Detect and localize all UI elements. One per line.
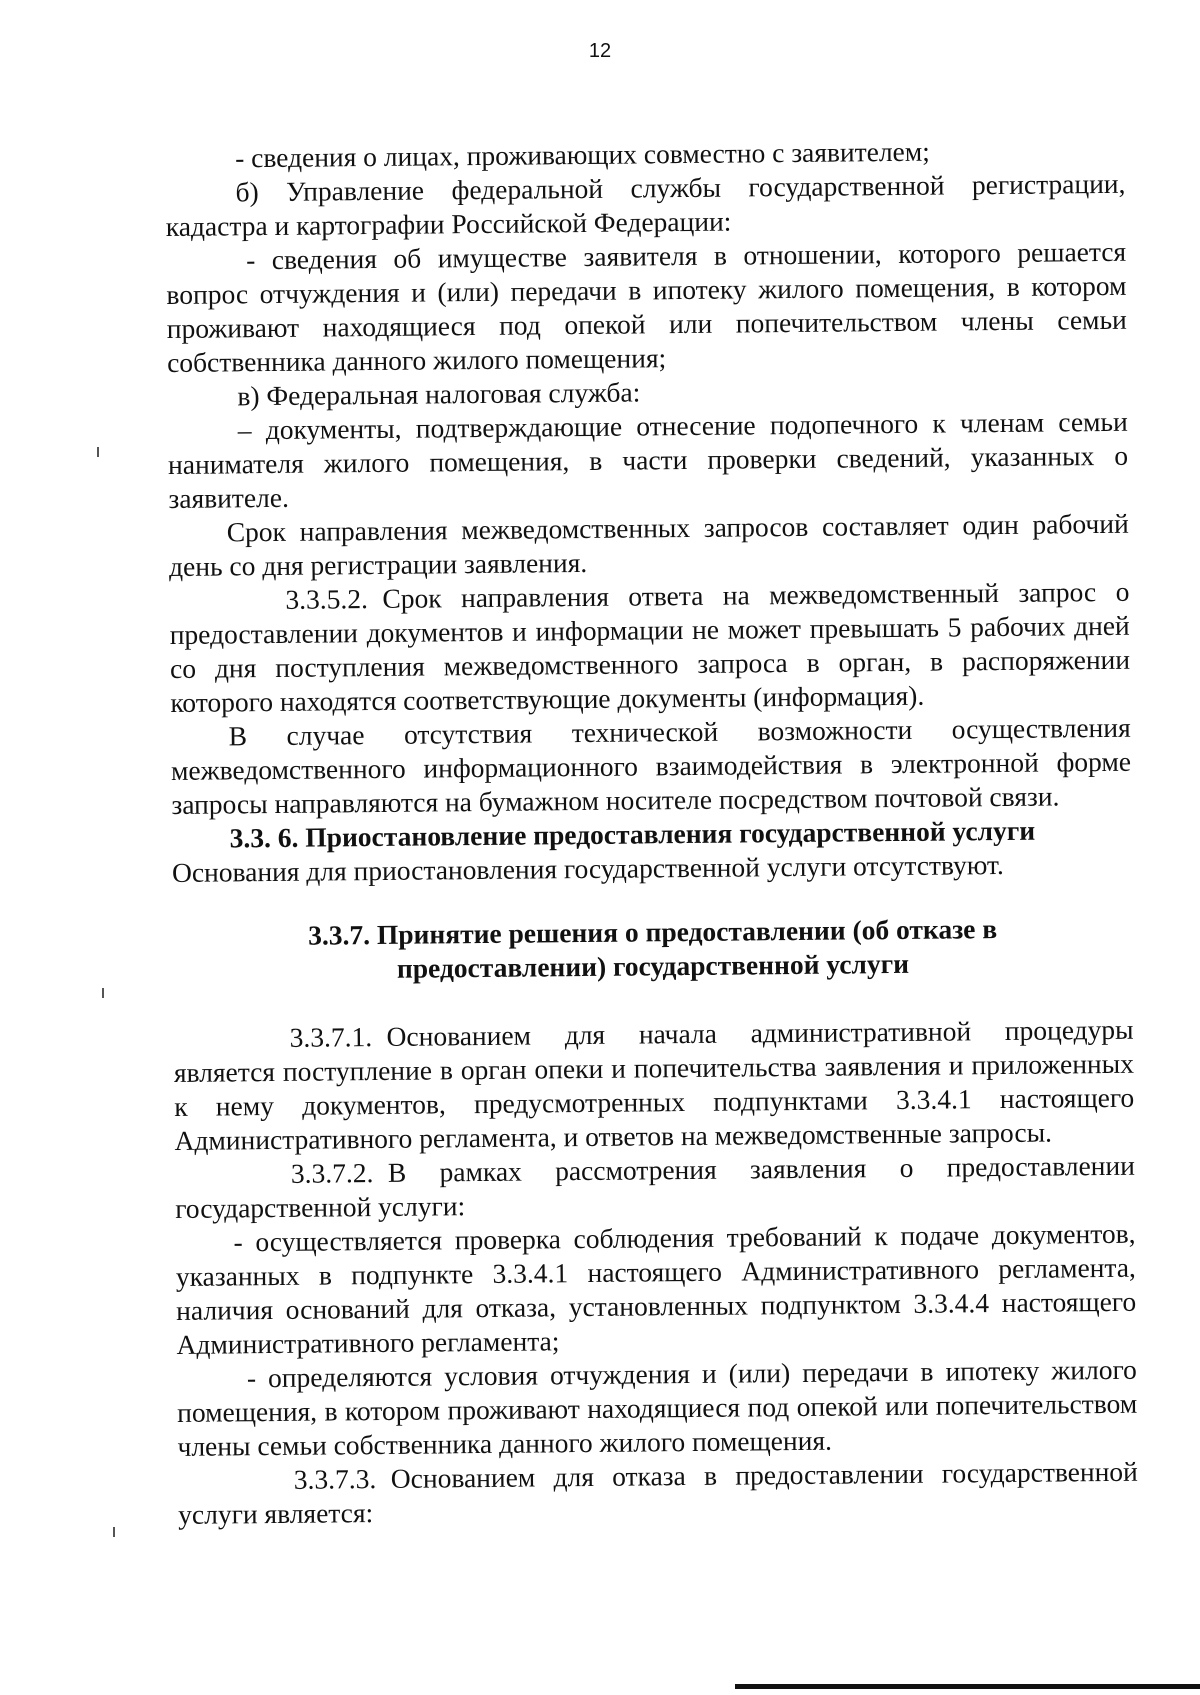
scan-speck (113, 1527, 115, 1537)
item-3-3-7-2 (175, 1149, 1136, 1226)
paragraph-family-documents: – документы, подтверждающие отнесение подопечного к членам семьи нанимателя жилого помещения, в части проверки сведений, указанных о заявителе. (167, 405, 1129, 514)
bullet-alienation-conditions: - определяются условия отчуждения и (или) передачи в ипотеку жилого помещения, в котором проживают находящиеся под опекой или попечительством члены семьи собственника данного жилого помещения. (177, 1353, 1138, 1462)
item-number: 3.3.5.2. (285, 583, 369, 615)
paragraph-request-deadline: Срок направления межведомственных запросов составляет один рабочий день со дня регистрации заявления. (168, 507, 1129, 582)
scan-speck (97, 447, 99, 457)
item-number: 3.3.7.3. (293, 1463, 377, 1495)
item-text: Основанием для отказа в предоставлении государственной услуги является: (178, 1455, 1138, 1530)
scan-speck (102, 988, 104, 998)
paragraph-cohabitants: - сведения о лицах, проживающих совместно с заявителем; (235, 135, 930, 174)
paragraph-paper-requests: В случае отсутствия технической возможности осуществления межведомственного информационного взаимодействия в электронной форме запросы направляются на бумажном носителе посредством почтовой связи. (170, 711, 1132, 820)
document-body (165, 133, 1138, 1532)
item-3-3-7-3 (178, 1455, 1139, 1532)
item-3-3-7-1 (173, 1013, 1134, 1158)
heading-line-2: предоставлении) государственной услуги (396, 947, 910, 984)
paragraph-rosreestr: б) Управление федеральной службы государственной регистрации, кадастра и картографии Российской Федерации: (165, 167, 1126, 242)
paragraph-tax-service: в) Федеральная налоговая служба: (237, 376, 641, 412)
item-text: В рамках рассмотрения заявления о предоставлении государственной услуги: (175, 1149, 1136, 1224)
item-text: Срок направления ответа на межведомственный запрос о предоставлении документов и информации не может превышать 5 рабочих дней со дня поступления межведомственного запроса в орган, в распоряжении которого находятся соответствующие документы (информация). (169, 575, 1131, 718)
section-heading-3-3-6: 3.3. 6. Приостановление предоставления государственной услуги (229, 814, 1036, 854)
heading-line-1: 3.3.7. Принятие решения о предоставлении (об отказе в (307, 913, 998, 951)
bullet-document-check: - осуществляется проверка соблюдения требований к подаче документов, указанных в подпункте 3.3.4.1 настоящего Административного регламента, наличия оснований для отказа, установленных подпунктом 3.3.4.4 настоящего Административного регламента; (175, 1217, 1137, 1360)
section-heading-3-3-7 (172, 911, 1133, 988)
item-number: 3.3.7.1. (289, 1021, 373, 1053)
item-3-3-5-2 (169, 575, 1130, 720)
page-number: 12 (588, 40, 612, 62)
item-number: 3.3.7.2. (290, 1157, 374, 1189)
scan-edge-line (735, 1684, 1200, 1689)
paragraph-property-info: - сведения об имуществе заявителя в отношении, которого решается вопрос отчуждения и (или) передачи в ипотеку жилого помещения, в котором проживают находящиеся под опекой или попечительством члены семьи собственника данного жилого помещения; (166, 235, 1127, 378)
paragraph-no-suspension: Основания для приостановления государственной услуги отсутствуют. (171, 848, 1004, 888)
item-text: Основанием для начала административной процедуры является поступление в орган опеки и попечительства заявления и приложенных к нему документов, предусмотренных подпунктами 3.3.4.1 настоящего Административного регламента, и ответов на межведомственные запросы. (173, 1013, 1135, 1156)
